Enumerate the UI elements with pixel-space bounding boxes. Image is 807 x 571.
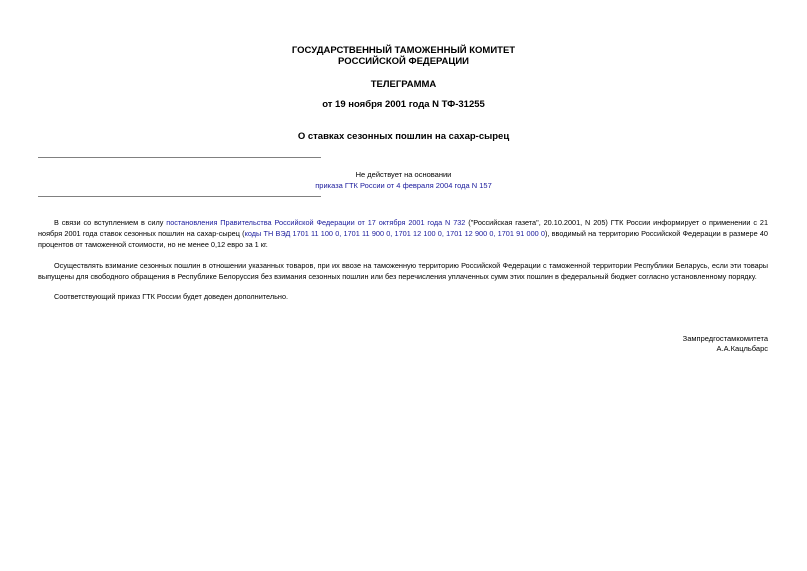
paragraph-1-text-a: В связи со вступлением в силу bbox=[54, 218, 167, 227]
signature-name: А.А.Кацльбарс bbox=[716, 344, 768, 353]
status-link[interactable]: приказа ГТК России от 4 февраля 2004 года N 157 bbox=[315, 181, 492, 190]
paragraph-3: Соответствующий приказ ГТК России будет доведен дополнительно. bbox=[54, 292, 289, 301]
paragraph-2: Осуществлять взимание сезонных пошлин в отношении указанных товаров, при их ввозе на таможенную территорию Российской Федерации с таможенной территории Республики Беларусь, если эти товары выпущены для свободного обращения в Республике Белоруссия без взимания сезонных пошлин или без перечисления уплаченных сумм этих пошлин в федеральный бюджет согласно установленному порядку. bbox=[38, 261, 768, 281]
status-text: Не действует на основании bbox=[355, 170, 452, 179]
paragraph-1-text-b: ("Российская газета", 20.10.2001, N 205) ГТК России информирует о применении с 21 ноября 2001 года ставок сезонных пошлин на сахар-сырец ( bbox=[38, 218, 768, 238]
status-link-row bbox=[0, 181, 807, 190]
doc-title: О ставках сезонных пошлин на сахар-сырец bbox=[297, 131, 510, 142]
decree-link[interactable]: постановления Правительства Российской Федерации от 17 октября 2001 года N 732 bbox=[166, 218, 466, 227]
org-name-line1: ГОСУДАРСТВЕННЫЙ ТАМОЖЕННЫЙ КОМИТЕТ bbox=[291, 45, 516, 56]
paragraph-1 bbox=[38, 217, 768, 250]
org-name-line2: РОССИЙСКОЙ ФЕДЕРАЦИИ bbox=[337, 56, 469, 67]
divider-bottom bbox=[38, 196, 321, 197]
org-name bbox=[0, 45, 807, 67]
doc-number: от 19 ноября 2001 года N ТФ-31255 bbox=[322, 99, 485, 110]
paragraph-1-text-c: ), вводимый на территорию Российской Федерации в размере 40 процентов от таможенной стоимости, но не менее 0,12 евро за 1 кг. bbox=[38, 229, 768, 249]
doc-type: ТЕЛЕГРАММА bbox=[370, 79, 437, 90]
divider-top bbox=[38, 157, 321, 158]
signature-position: Зампредгостамкомитета bbox=[682, 334, 768, 343]
tn-ved-codes-link[interactable]: коды ТН ВЭД 1701 11 100 0, 1701 11 900 0, 1701 12 100 0, 1701 12 900 0, 1701 91 000 0 bbox=[244, 229, 545, 238]
